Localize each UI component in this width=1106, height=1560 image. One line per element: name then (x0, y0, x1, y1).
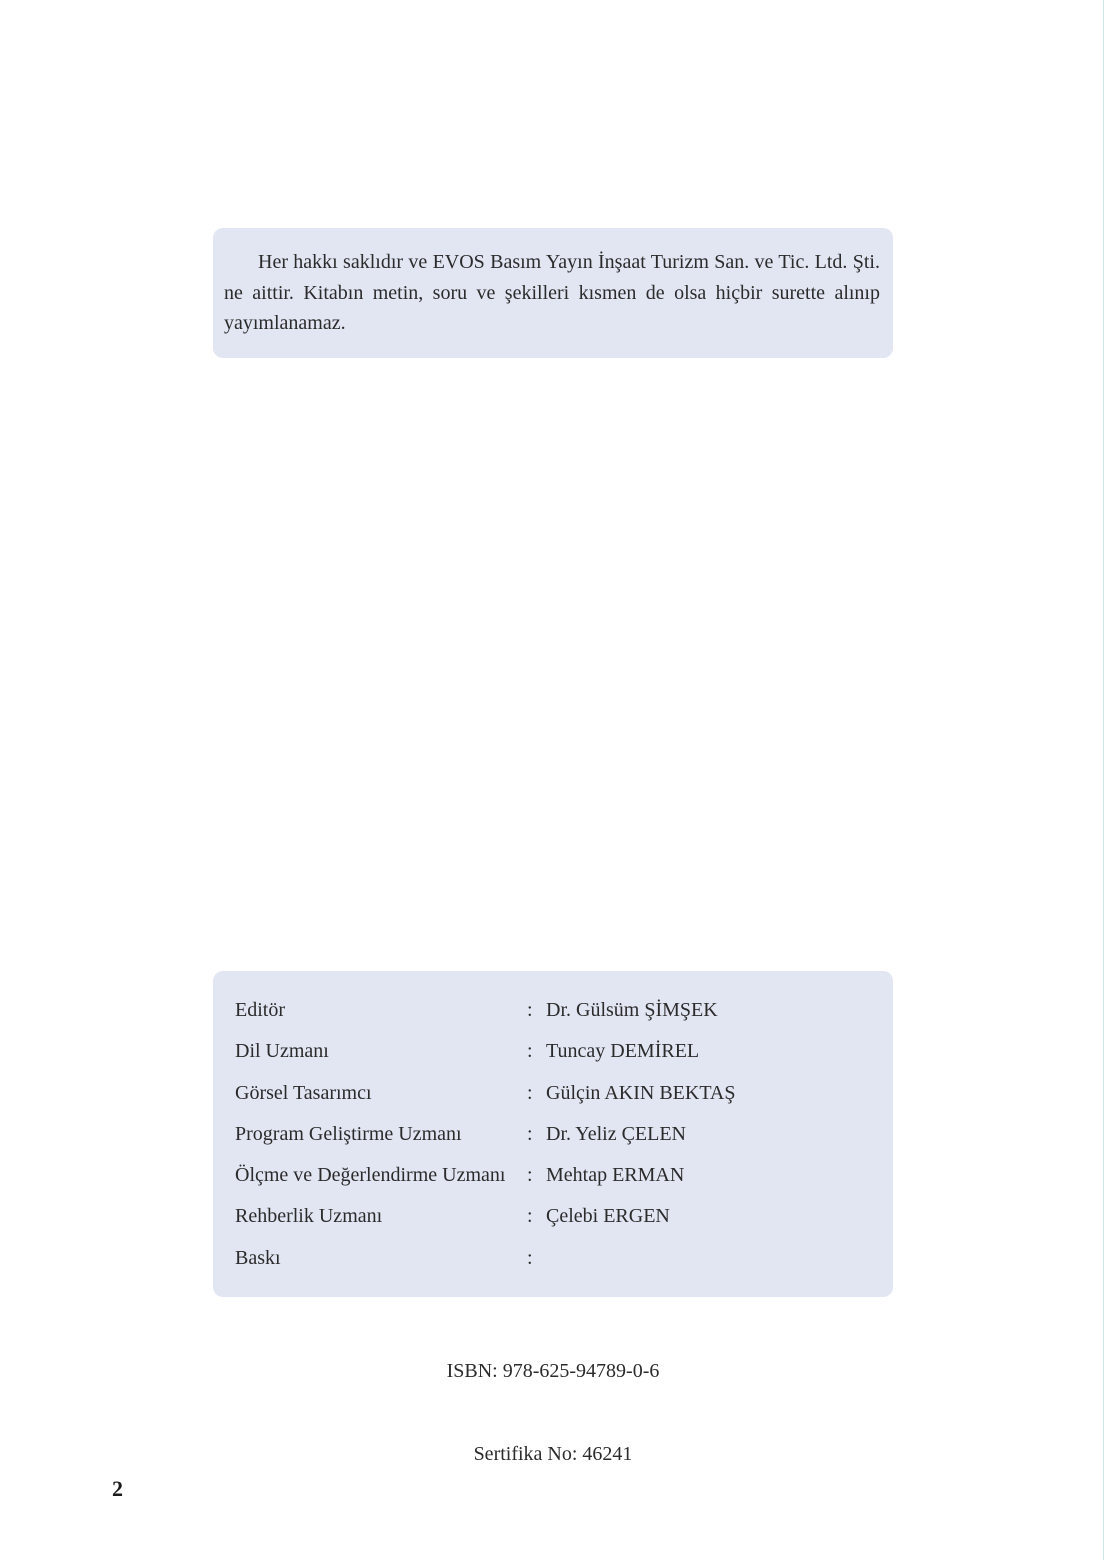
credit-row-language-expert (213, 1033, 893, 1074)
page-number: 2 (112, 1476, 123, 1501)
credit-separator: : (527, 999, 533, 1021)
credit-name: Mehtap ERMAN (546, 1164, 685, 1187)
credit-role: Editör (235, 999, 285, 1021)
credit-role: Ölçme ve Değerlendirme Uzmanı (235, 1164, 506, 1187)
credit-separator: : (527, 1040, 533, 1063)
credit-row-guidance-expert (213, 1198, 893, 1239)
credit-role: Baskı (235, 1246, 281, 1269)
credit-name: Gülçin AKIN BEKTAŞ (546, 1081, 736, 1104)
credit-separator: : (527, 1164, 533, 1187)
isbn-text: ISBN: 978-625-94789-0-6 (446, 1360, 660, 1382)
credits-box (213, 971, 893, 1297)
page-edge-line (1103, 0, 1104, 1560)
copyright-notice-text: Her hakkı saklıdır ve EVOS Basım Yayın İnşaat Turizm San. ve Tic. Ltd. Şti. ne aittir. Kitabın metin, soru ve şekilleri kısmen de olsa hiçbir surette alınıp yayımlanamaz. (224, 251, 880, 334)
credit-separator: : (527, 1246, 533, 1269)
credit-name: Dr. Gülsüm ŞİMŞEK (546, 999, 718, 1021)
credit-row-print (213, 1240, 893, 1281)
credit-role: Program Geliştirme Uzmanı (235, 1122, 462, 1145)
credit-separator: : (527, 1122, 533, 1145)
credit-row-visual-designer (213, 1075, 893, 1116)
credit-role: Görsel Tasarımcı (235, 1081, 372, 1104)
credit-name: Dr. Yeliz ÇELEN (546, 1122, 686, 1145)
credit-role: Rehberlik Uzmanı (235, 1205, 383, 1228)
credit-row-editor (213, 992, 893, 1033)
credit-name: Çelebi ERGEN (546, 1205, 670, 1228)
certificate-number: Sertifika No: 46241 (473, 1443, 633, 1465)
credit-role: Dil Uzmanı (235, 1040, 329, 1063)
credit-separator: : (527, 1205, 533, 1228)
credit-separator: : (527, 1081, 533, 1104)
credit-name: Tuncay DEMİREL (546, 1040, 700, 1063)
credit-row-assessment-expert (213, 1157, 893, 1198)
credit-row-program-developer (213, 1116, 893, 1157)
copyright-notice-box (213, 228, 893, 358)
